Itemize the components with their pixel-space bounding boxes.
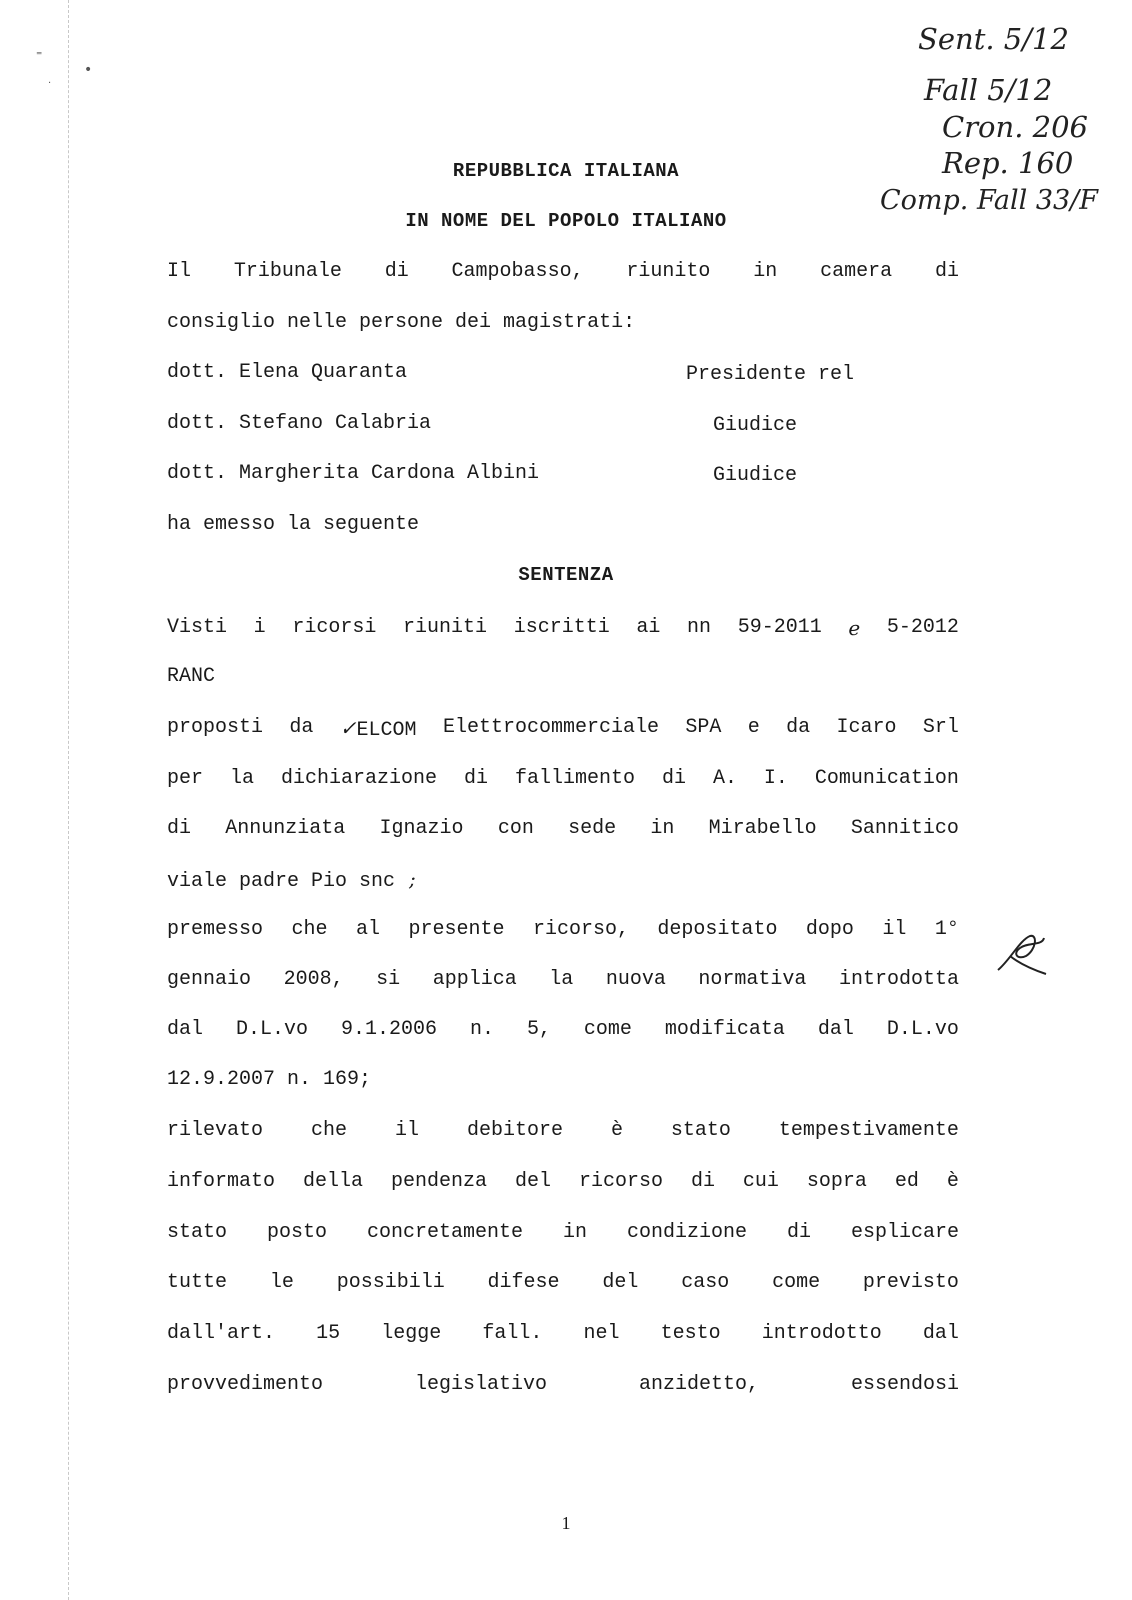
word: di bbox=[384, 260, 409, 283]
word: essendosi bbox=[850, 1373, 959, 1396]
word: ai bbox=[636, 616, 661, 639]
word: Mirabello bbox=[708, 817, 817, 840]
word: cui bbox=[742, 1170, 779, 1193]
body-line-6 bbox=[167, 867, 416, 893]
word: normativa bbox=[698, 968, 807, 991]
word: in bbox=[650, 817, 675, 840]
word: applica bbox=[432, 968, 517, 991]
handwritten-note-repertorio: Rep. 160 bbox=[942, 146, 1074, 180]
word: da bbox=[289, 716, 314, 739]
handwritten-note-cronologico: Cron. 206 bbox=[942, 110, 1088, 144]
word: I. bbox=[763, 767, 788, 790]
word: esplicare bbox=[850, 1221, 959, 1244]
word: 2008, bbox=[283, 968, 344, 991]
word: come bbox=[583, 1018, 632, 1041]
emits-line: ha emesso la seguente bbox=[167, 513, 420, 536]
word: di bbox=[690, 1170, 715, 1193]
word: provvedimento bbox=[167, 1373, 324, 1396]
word: camera bbox=[820, 260, 893, 283]
word: è bbox=[946, 1170, 959, 1193]
word: sede bbox=[568, 817, 617, 840]
word: iscritti bbox=[513, 616, 610, 639]
word: Tribunale bbox=[233, 260, 342, 283]
body-line-2: RANC bbox=[167, 665, 216, 688]
word: il bbox=[394, 1119, 419, 1142]
word: di bbox=[463, 767, 488, 790]
word: come bbox=[772, 1271, 821, 1294]
judge-name: dott. Stefano Calabria bbox=[167, 412, 432, 435]
word: stato bbox=[167, 1221, 228, 1244]
body-line-4 bbox=[167, 767, 959, 790]
word: 5, bbox=[526, 1018, 551, 1041]
word: di bbox=[661, 767, 686, 790]
header-republic: REPUBBLICA ITALIANA bbox=[452, 160, 680, 182]
body-line-3 bbox=[167, 716, 959, 742]
word: informato bbox=[167, 1170, 276, 1193]
word: legge bbox=[381, 1322, 442, 1345]
handwritten-semicolon-mark: ; bbox=[409, 867, 416, 891]
word: 5-2012 bbox=[886, 616, 959, 639]
judge-role: Giudice bbox=[713, 464, 798, 487]
word: sopra bbox=[806, 1170, 867, 1193]
word: posto bbox=[266, 1221, 327, 1244]
word: premesso bbox=[167, 918, 264, 941]
judge-name: dott. Margherita Cardona Albini bbox=[167, 462, 540, 485]
word: anzidetto, bbox=[638, 1373, 759, 1396]
word: in bbox=[753, 260, 778, 283]
word: Icaro bbox=[836, 716, 897, 739]
word: la bbox=[229, 767, 254, 790]
word: di bbox=[167, 817, 192, 840]
judge-name: dott. Elena Quaranta bbox=[167, 361, 408, 384]
word: possibili bbox=[336, 1271, 445, 1294]
word: debitore bbox=[466, 1119, 563, 1142]
word: Srl bbox=[922, 716, 959, 739]
word: nuova bbox=[605, 968, 666, 991]
handwritten-note-fallimento: Fall 5/12 bbox=[924, 73, 1053, 107]
word: nel bbox=[583, 1322, 620, 1345]
word: dal bbox=[922, 1322, 959, 1345]
word: i bbox=[253, 616, 266, 639]
word: ricorso bbox=[578, 1170, 663, 1193]
word: condizione bbox=[626, 1221, 747, 1244]
word: per bbox=[167, 767, 204, 790]
word: previsto bbox=[862, 1271, 959, 1294]
word: dichiarazione bbox=[280, 767, 437, 790]
word: 1° bbox=[934, 918, 959, 941]
word: del bbox=[514, 1170, 551, 1193]
word: nn bbox=[687, 616, 712, 639]
body-line-11 bbox=[167, 1119, 959, 1142]
word: ricorso, bbox=[532, 918, 629, 941]
word: D.L.vo bbox=[886, 1018, 959, 1041]
body-line-12 bbox=[167, 1170, 959, 1193]
page-number: 1 bbox=[561, 1513, 571, 1533]
scan-speck: • bbox=[84, 62, 93, 78]
word: Comunication bbox=[814, 767, 959, 790]
document-title-sentenza: SENTENZA bbox=[518, 564, 614, 586]
word: è bbox=[610, 1119, 623, 1142]
binding-margin-line bbox=[68, 0, 69, 1600]
handwritten-e: e bbox=[848, 616, 861, 640]
word: stato bbox=[670, 1119, 731, 1142]
handwritten-note-sentenza: Sent. 5/12 bbox=[918, 22, 1069, 56]
word: Visti bbox=[167, 616, 228, 639]
check-mark-icon: ✓ bbox=[339, 716, 357, 740]
word: la bbox=[549, 968, 574, 991]
intro-line-1 bbox=[167, 260, 959, 283]
word: si bbox=[376, 968, 401, 991]
initials-paraph-mark bbox=[990, 930, 1050, 980]
body-line-1 bbox=[167, 616, 959, 640]
word: dopo bbox=[805, 918, 854, 941]
handwritten-note-comp-fall: Comp. Fall 33/F bbox=[880, 185, 1099, 216]
word: concretamente bbox=[366, 1221, 523, 1244]
word: della bbox=[303, 1170, 364, 1193]
intro-line-2: consiglio nelle persone dei magistrati: bbox=[167, 311, 636, 334]
word: 59-2011 bbox=[737, 616, 822, 639]
word: dal bbox=[167, 1018, 204, 1041]
word: Elettrocommerciale bbox=[442, 716, 659, 739]
header-in-name-of-people: IN NOME DEL POPOLO ITALIANO bbox=[405, 210, 727, 232]
body-line-8 bbox=[167, 968, 959, 991]
word: ELCOM bbox=[356, 719, 417, 742]
judge-role: Giudice bbox=[713, 414, 798, 437]
word: legislativo bbox=[414, 1373, 548, 1396]
address-text: viale padre Pio snc bbox=[167, 870, 396, 893]
word: modificata bbox=[664, 1018, 785, 1041]
word: depositato bbox=[657, 918, 778, 941]
word: pendenza bbox=[390, 1170, 487, 1193]
scan-speck: · bbox=[48, 78, 52, 89]
word: Campobasso, bbox=[451, 260, 584, 283]
scan-speck: ⁼ bbox=[36, 48, 43, 62]
word: riuniti bbox=[403, 616, 488, 639]
word: gennaio bbox=[167, 968, 252, 991]
word: che bbox=[291, 918, 328, 941]
word: introdotta bbox=[838, 968, 959, 991]
word: difese bbox=[487, 1271, 560, 1294]
word: di bbox=[934, 260, 959, 283]
word: 15 bbox=[316, 1322, 341, 1345]
word: di bbox=[786, 1221, 811, 1244]
word: il bbox=[882, 918, 907, 941]
word: testo bbox=[660, 1322, 721, 1345]
word: che bbox=[310, 1119, 347, 1142]
word: ricorsi bbox=[292, 616, 377, 639]
word: con bbox=[497, 817, 534, 840]
word: in bbox=[562, 1221, 587, 1244]
word: dal bbox=[817, 1018, 854, 1041]
body-line-16 bbox=[167, 1373, 959, 1396]
word: al bbox=[355, 918, 380, 941]
word: tutte bbox=[167, 1271, 228, 1294]
word: presente bbox=[408, 918, 505, 941]
body-line-15 bbox=[167, 1322, 959, 1345]
word: fall. bbox=[482, 1322, 543, 1345]
body-line-14 bbox=[167, 1271, 959, 1294]
word: Sannitico bbox=[850, 817, 959, 840]
judge-role: Presidente rel bbox=[686, 363, 855, 386]
word: fallimento bbox=[514, 767, 635, 790]
word: tempestivamente bbox=[778, 1119, 959, 1142]
word: n. bbox=[469, 1018, 494, 1041]
word: D.L.vo bbox=[235, 1018, 308, 1041]
word: Annunziata bbox=[225, 817, 346, 840]
body-line-13 bbox=[167, 1221, 959, 1244]
word: le bbox=[269, 1271, 294, 1294]
body-line-7 bbox=[167, 918, 959, 941]
word: dall'art. bbox=[167, 1322, 276, 1345]
word: da bbox=[786, 716, 811, 739]
word: riunito bbox=[626, 260, 711, 283]
word: 9.1.2006 bbox=[340, 1018, 437, 1041]
body-line-5 bbox=[167, 817, 959, 840]
word: Il bbox=[167, 260, 192, 283]
word: caso bbox=[681, 1271, 730, 1294]
word: proposti bbox=[167, 716, 264, 739]
body-line-10: 12.9.2007 n. 169; bbox=[167, 1068, 372, 1091]
word: SPA bbox=[685, 716, 722, 739]
word: A. bbox=[712, 767, 737, 790]
word: e bbox=[747, 716, 760, 739]
word: rilevato bbox=[167, 1119, 264, 1142]
word-with-checkmark bbox=[340, 716, 417, 742]
body-line-9 bbox=[167, 1018, 959, 1041]
word: Ignazio bbox=[379, 817, 464, 840]
word: ed bbox=[894, 1170, 919, 1193]
word: del bbox=[602, 1271, 639, 1294]
word: introdotto bbox=[761, 1322, 882, 1345]
